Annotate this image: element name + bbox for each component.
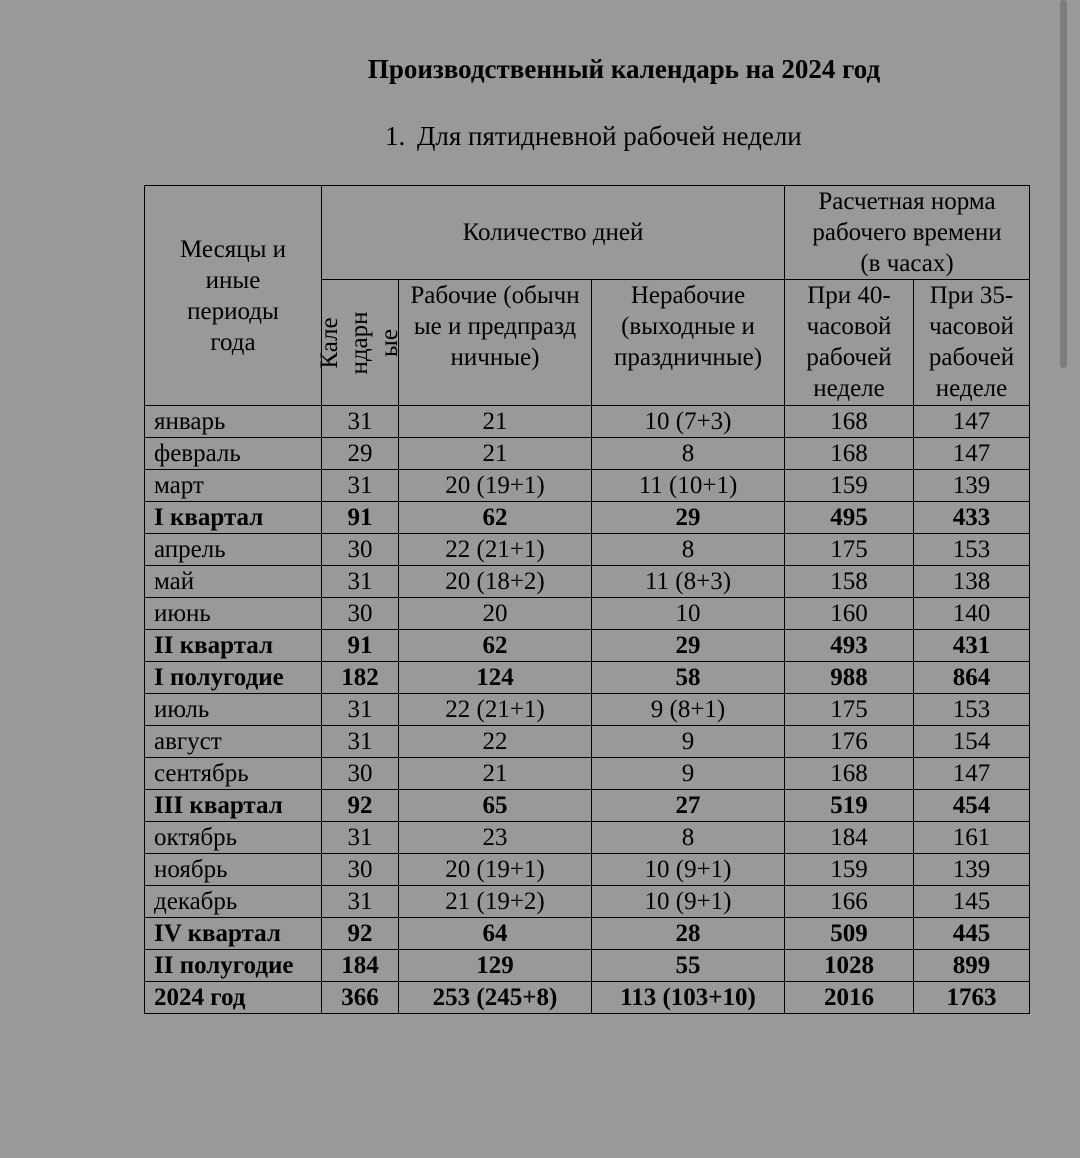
table-row (145, 534, 1030, 566)
cell-working-days: 22 (21+1) (399, 694, 592, 726)
cell-calendar-days: 31 (322, 470, 399, 502)
cell-working-days: 21 (19+2) (399, 886, 592, 918)
cell-working-days: 124 (399, 662, 592, 694)
cell-hours-40: 1028 (785, 950, 914, 982)
cell-hours-35: 161 (914, 822, 1030, 854)
cell-nonworking-days: 8 (592, 438, 785, 470)
table-row (145, 790, 1030, 822)
cell-hours-35: 147 (914, 758, 1030, 790)
cell-period-name: II полугодие (145, 950, 322, 982)
table-row (145, 982, 1030, 1014)
cell-working-days: 64 (399, 918, 592, 950)
cell-hours-40: 176 (785, 726, 914, 758)
cell-working-days: 62 (399, 502, 592, 534)
cell-period-name: июнь (145, 598, 322, 630)
cell-calendar-days: 31 (322, 694, 399, 726)
cell-calendar-days: 91 (322, 502, 399, 534)
table-row (145, 854, 1030, 886)
cell-hours-40: 175 (785, 534, 914, 566)
cell-calendar-days: 31 (322, 406, 399, 438)
cell-period-name: октябрь (145, 822, 322, 854)
cell-calendar-days: 31 (322, 726, 399, 758)
header-period (145, 186, 322, 406)
cell-hours-35: 153 (914, 534, 1030, 566)
page-title: Производственный календарь на 2024 год (367, 54, 881, 84)
header-nonworking-days-label: Нерабочие (выходные и праздничные) (613, 282, 763, 371)
cell-period-name: II квартал (145, 630, 322, 662)
cell-calendar-days: 30 (322, 758, 399, 790)
cell-hours-35: 145 (914, 886, 1030, 918)
cell-hours-35: 153 (914, 694, 1030, 726)
table-row (145, 950, 1030, 982)
cell-calendar-days: 31 (322, 822, 399, 854)
cell-calendar-days: 92 (322, 790, 399, 822)
cell-period-name: март (145, 470, 322, 502)
cell-working-days: 20 (18+2) (399, 566, 592, 598)
cell-nonworking-days: 29 (592, 630, 785, 662)
cell-working-days: 20 (19+1) (399, 854, 592, 886)
section-title: Для пятидневной рабочей недели (417, 121, 802, 151)
cell-nonworking-days: 9 (592, 726, 785, 758)
cell-nonworking-days: 58 (592, 662, 785, 694)
cell-nonworking-days: 10 (9+1) (592, 854, 785, 886)
table-row (145, 822, 1030, 854)
cell-working-days: 253 (245+8) (399, 982, 592, 1014)
cell-working-days: 129 (399, 950, 592, 982)
header-40h-week (785, 280, 914, 406)
header-work-time-norm-label: Расчетная норма рабочего времени (в часах) (812, 188, 1002, 277)
cell-calendar-days: 31 (322, 566, 399, 598)
cell-period-name: I полугодие (145, 662, 322, 694)
cell-period-name: май (145, 566, 322, 598)
table-row (145, 598, 1030, 630)
cell-working-days: 22 (21+1) (399, 534, 592, 566)
cell-hours-40: 175 (785, 694, 914, 726)
cell-period-name: август (145, 726, 322, 758)
cell-calendar-days: 30 (322, 534, 399, 566)
cell-hours-35: 1763 (914, 982, 1030, 1014)
cell-hours-40: 2016 (785, 982, 914, 1014)
table-row (145, 694, 1030, 726)
table-row (145, 918, 1030, 950)
cell-period-name: IV квартал (145, 918, 322, 950)
cell-period-name: июль (145, 694, 322, 726)
cell-hours-35: 139 (914, 470, 1030, 502)
table-row (145, 438, 1030, 470)
cell-hours-40: 168 (785, 758, 914, 790)
cell-calendar-days: 29 (322, 438, 399, 470)
cell-working-days: 21 (399, 438, 592, 470)
cell-calendar-days: 184 (322, 950, 399, 982)
cell-calendar-days: 91 (322, 630, 399, 662)
cell-working-days: 20 (19+1) (399, 470, 592, 502)
cell-hours-40: 509 (785, 918, 914, 950)
cell-calendar-days: 31 (322, 886, 399, 918)
production-calendar-table (144, 185, 1030, 1014)
cell-hours-40: 495 (785, 502, 914, 534)
cell-hours-40: 166 (785, 886, 914, 918)
cell-hours-40: 159 (785, 854, 914, 886)
cell-nonworking-days: 27 (592, 790, 785, 822)
table-row (145, 662, 1030, 694)
cell-hours-40: 159 (785, 470, 914, 502)
cell-working-days: 65 (399, 790, 592, 822)
cell-nonworking-days: 10 (7+3) (592, 406, 785, 438)
table-row (145, 470, 1030, 502)
table-row (145, 406, 1030, 438)
cell-hours-40: 184 (785, 822, 914, 854)
cell-nonworking-days: 113 (103+10) (592, 982, 785, 1014)
cell-nonworking-days: 8 (592, 822, 785, 854)
table-row (145, 726, 1030, 758)
header-35h-week-label: При 35-часовой рабочей неделе (928, 282, 1015, 402)
header-working-days-label: Рабочие (обычные и предпраздничные) (410, 282, 580, 371)
table-row (145, 630, 1030, 662)
cell-period-name: 2024 год (145, 982, 322, 1014)
header-calendar-days-label: Календарные (316, 310, 403, 375)
cell-calendar-days: 366 (322, 982, 399, 1014)
table-row (145, 502, 1030, 534)
cell-nonworking-days: 11 (10+1) (592, 470, 785, 502)
header-working-days (399, 280, 592, 406)
cell-hours-40: 493 (785, 630, 914, 662)
cell-nonworking-days: 9 (592, 758, 785, 790)
cell-calendar-days: 30 (322, 854, 399, 886)
cell-period-name: январь (145, 406, 322, 438)
cell-hours-40: 168 (785, 438, 914, 470)
cell-nonworking-days: 8 (592, 534, 785, 566)
cell-period-name: декабрь (145, 886, 322, 918)
cell-working-days: 62 (399, 630, 592, 662)
cell-nonworking-days: 10 (9+1) (592, 886, 785, 918)
cell-nonworking-days: 10 (592, 598, 785, 630)
cell-working-days: 23 (399, 822, 592, 854)
header-35h-week (914, 280, 1030, 406)
table-row (145, 566, 1030, 598)
cell-hours-35: 433 (914, 502, 1030, 534)
cell-period-name: сентябрь (145, 758, 322, 790)
cell-working-days: 22 (399, 726, 592, 758)
section-number: 1. (385, 121, 406, 151)
cell-period-name: I квартал (145, 502, 322, 534)
header-days-count: Количество дней (322, 186, 785, 280)
cell-period-name: ноябрь (145, 854, 322, 886)
header-calendar-days (316, 280, 403, 406)
table-row (145, 886, 1030, 918)
cell-nonworking-days: 9 (8+1) (592, 694, 785, 726)
cell-working-days: 21 (399, 758, 592, 790)
cell-hours-35: 140 (914, 598, 1030, 630)
header-nonworking-days (592, 280, 785, 406)
cell-hours-35: 445 (914, 918, 1030, 950)
cell-working-days: 21 (399, 406, 592, 438)
header-40h-week-label: При 40-часовой рабочей неделе (806, 282, 892, 402)
table-row (145, 758, 1030, 790)
cell-nonworking-days: 28 (592, 918, 785, 950)
cell-period-name: апрель (145, 534, 322, 566)
cell-hours-40: 158 (785, 566, 914, 598)
cell-hours-35: 147 (914, 438, 1030, 470)
cell-hours-35: 139 (914, 854, 1030, 886)
header-work-time-norm (785, 186, 1030, 280)
cell-hours-40: 519 (785, 790, 914, 822)
table-body (145, 406, 1030, 1014)
cell-hours-35: 864 (914, 662, 1030, 694)
cell-hours-40: 160 (785, 598, 914, 630)
cell-hours-35: 454 (914, 790, 1030, 822)
cell-period-name: III квартал (145, 790, 322, 822)
cell-calendar-days: 182 (322, 662, 399, 694)
cell-calendar-days: 30 (322, 598, 399, 630)
cell-working-days: 20 (399, 598, 592, 630)
cell-hours-35: 147 (914, 406, 1030, 438)
cell-calendar-days: 92 (322, 918, 399, 950)
cell-period-name: февраль (145, 438, 322, 470)
cell-hours-40: 168 (785, 406, 914, 438)
header-period-label: Месяцы и иные периоды года (179, 235, 287, 356)
cell-nonworking-days: 55 (592, 950, 785, 982)
cell-hours-35: 154 (914, 726, 1030, 758)
section-heading (385, 119, 802, 153)
cell-nonworking-days: 29 (592, 502, 785, 534)
cell-hours-35: 431 (914, 630, 1030, 662)
cell-hours-35: 138 (914, 566, 1030, 598)
cell-hours-40: 988 (785, 662, 914, 694)
cell-nonworking-days: 11 (8+3) (592, 566, 785, 598)
cell-hours-35: 899 (914, 950, 1030, 982)
